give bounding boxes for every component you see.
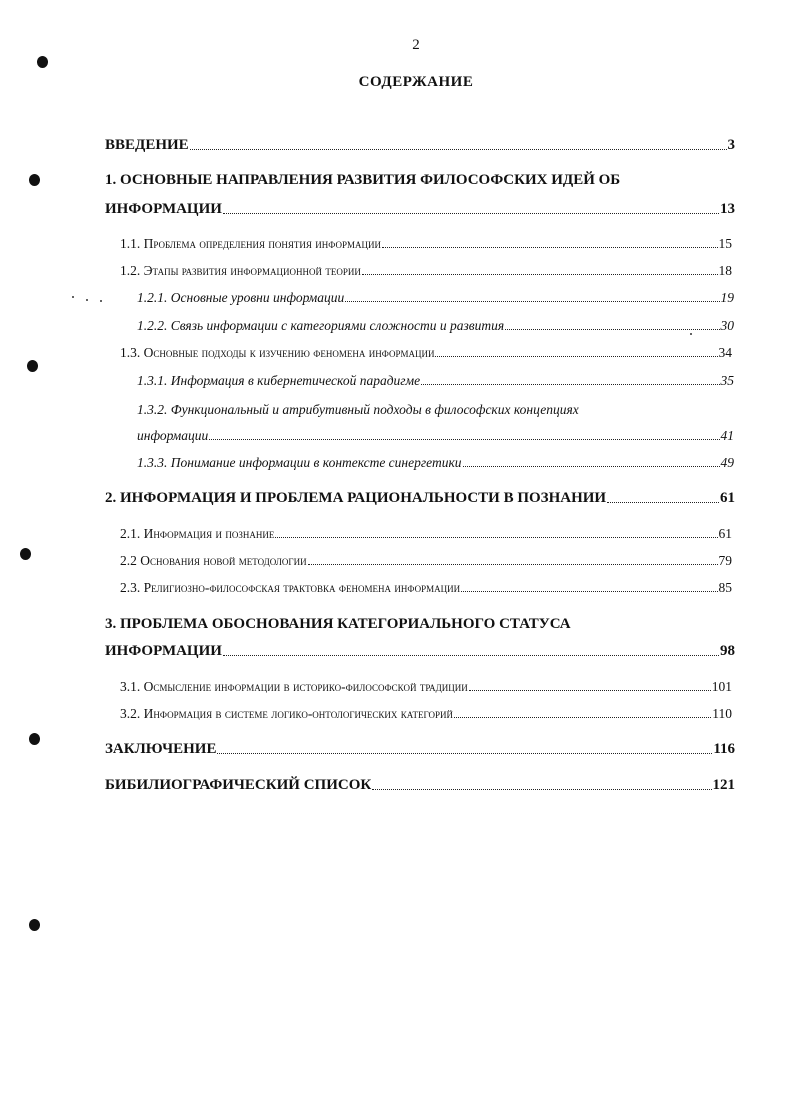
toc-entry-text: 1.2. Этапы развития информационной теории bbox=[120, 263, 361, 278]
leader-dots bbox=[454, 717, 711, 718]
toc-entry-page: 30 bbox=[720, 318, 734, 333]
leader-dots bbox=[505, 329, 719, 330]
leader-dots bbox=[372, 789, 711, 790]
toc-entry-1-3-1[interactable] bbox=[137, 373, 734, 389]
punch-hole-6 bbox=[29, 919, 40, 931]
toc-entry-page: 18 bbox=[718, 263, 732, 278]
toc-entry-text: 1.2.1. Основные уровни информации bbox=[137, 290, 345, 305]
toc-entry-chapter-1-line1[interactable]: 1. ОСНОВНЫЕ НАПРАВЛЕНИЯ РАЗВИТИЯ ФИЛОСОФСКИХ ИДЕЙ ОБ bbox=[105, 172, 621, 188]
toc-entry-2-2[interactable] bbox=[120, 553, 732, 569]
punch-hole-2 bbox=[29, 174, 40, 186]
toc-entry-text: БИБИЛИОГРАФИЧЕСКИЙ СПИСОК bbox=[105, 777, 372, 793]
punch-hole-1 bbox=[37, 56, 48, 68]
leader-dots bbox=[275, 537, 717, 538]
leader-dots bbox=[345, 301, 719, 302]
toc-entry-text: ИНФОРМАЦИИ bbox=[105, 201, 222, 217]
toc-title: СОДЕРЖАНИЕ bbox=[358, 74, 474, 90]
toc-entry-page: 98 bbox=[720, 643, 735, 659]
toc-entry-page: 19 bbox=[720, 290, 734, 305]
toc-entry-page: 61 bbox=[718, 526, 732, 541]
toc-entry-1-2[interactable] bbox=[120, 263, 732, 279]
toc-entry-page: 61 bbox=[720, 490, 735, 506]
toc-entry-text: ЗАКЛЮЧЕНИЕ bbox=[105, 741, 217, 757]
toc-entry-text: 2.2 Основания новой методологии bbox=[120, 553, 307, 568]
toc-entry-bibliography[interactable] bbox=[105, 777, 735, 794]
toc-entry-1-2-2[interactable] bbox=[137, 318, 734, 334]
leader-dots bbox=[463, 466, 720, 467]
toc-entry-page: 34 bbox=[718, 345, 732, 360]
toc-entry-chapter-1[interactable] bbox=[105, 201, 735, 218]
toc-entry-page: 13 bbox=[720, 201, 735, 217]
leader-dots bbox=[223, 213, 719, 214]
toc-entry-page: 101 bbox=[711, 679, 732, 694]
leader-dots bbox=[469, 690, 711, 691]
page-number: 2 bbox=[412, 37, 420, 53]
leader-dots bbox=[435, 356, 717, 357]
toc-entry-conclusion[interactable] bbox=[105, 741, 735, 758]
leader-dots bbox=[382, 247, 717, 248]
leader-dots bbox=[308, 564, 718, 565]
leader-dots bbox=[461, 591, 717, 592]
leader-dots bbox=[362, 274, 718, 275]
toc-entry-text: 1.3.3. Понимание информации в контексте синергетики bbox=[137, 455, 462, 470]
toc-entry-1-3-2-line1[interactable]: 1.3.2. Функциональный и атрибутивный подходы в философских концепциях bbox=[137, 402, 579, 417]
leader-dots bbox=[607, 502, 719, 503]
toc-entry-text: 3.1. Осмысление информации в историко-философской традиции bbox=[120, 679, 468, 694]
toc-entry-page: 41 bbox=[720, 428, 734, 443]
toc-entry-page: 3 bbox=[727, 137, 735, 153]
toc-entry-3-2[interactable] bbox=[120, 706, 732, 722]
toc-entry-text: 1.3.1. Информация в кибернетической парадигме bbox=[137, 373, 421, 388]
toc-entry-page: 79 bbox=[718, 553, 732, 568]
toc-entry-text: 3.2. Информация в системе логико-онтологических категорий bbox=[120, 706, 453, 721]
toc-entry-text: 1.1. Проблема определения понятия информации bbox=[120, 236, 382, 251]
toc-entry-3-1[interactable] bbox=[120, 679, 732, 695]
toc-entry-chapter-3[interactable] bbox=[105, 643, 735, 660]
punch-hole-4 bbox=[20, 548, 31, 560]
toc-entry-text: 2.3. Религиозно-философская трактовка феномена информации bbox=[120, 580, 461, 595]
leader-dots bbox=[421, 384, 719, 385]
toc-entry-2-1[interactable] bbox=[120, 526, 732, 542]
toc-entry-text: информации bbox=[137, 428, 209, 443]
toc-entry-chapter-2[interactable] bbox=[105, 490, 735, 507]
toc-entry-1-3-3[interactable] bbox=[137, 455, 734, 471]
toc-entry-text: 2. ИНФОРМАЦИЯ И ПРОБЛЕМА РАЦИОНАЛЬНОСТИ В ПОЗНАНИИ bbox=[105, 490, 607, 506]
punch-hole-5 bbox=[29, 733, 40, 745]
scan-speck bbox=[86, 299, 88, 301]
toc-entry-1-3[interactable] bbox=[120, 345, 732, 361]
punch-hole-3 bbox=[27, 360, 38, 372]
toc-entry-page: 35 bbox=[720, 373, 734, 388]
toc-entry-1-2-1[interactable] bbox=[137, 290, 734, 306]
leader-dots bbox=[217, 753, 712, 754]
leader-dots bbox=[209, 439, 719, 440]
scan-speck bbox=[72, 296, 74, 298]
toc-entry-page: 15 bbox=[718, 236, 732, 251]
toc-entry-page: 116 bbox=[713, 741, 735, 757]
toc-entry-1-1[interactable] bbox=[120, 236, 732, 252]
scan-speck bbox=[100, 300, 102, 302]
toc-entry-1-3-2[interactable] bbox=[137, 428, 734, 444]
toc-entry-2-3[interactable] bbox=[120, 580, 732, 596]
toc-entry-text: 2.1. Информация и познание bbox=[120, 526, 275, 541]
toc-entry-page: 110 bbox=[712, 706, 732, 721]
toc-entry-text: ИНФОРМАЦИИ bbox=[105, 643, 222, 659]
toc-entry-page: 121 bbox=[712, 777, 735, 793]
toc-entry-page: 49 bbox=[720, 455, 734, 470]
toc-entry-chapter-3-line1[interactable]: 3. ПРОБЛЕМА ОБОСНОВАНИЯ КАТЕГОРИАЛЬНОГО СТАТУСА bbox=[105, 616, 571, 632]
toc-entry-page: 85 bbox=[718, 580, 732, 595]
toc-entry-text: 1.2.2. Связь информации с категориями сложности и развития bbox=[137, 318, 505, 333]
toc-entry-introduction[interactable] bbox=[105, 137, 735, 154]
toc-entry-text: 1.3. Основные подходы к изучению феномена информации bbox=[120, 345, 435, 360]
toc-entry-text: ВВЕДЕНИЕ bbox=[105, 137, 189, 153]
leader-dots bbox=[190, 149, 727, 150]
leader-dots bbox=[223, 655, 719, 656]
